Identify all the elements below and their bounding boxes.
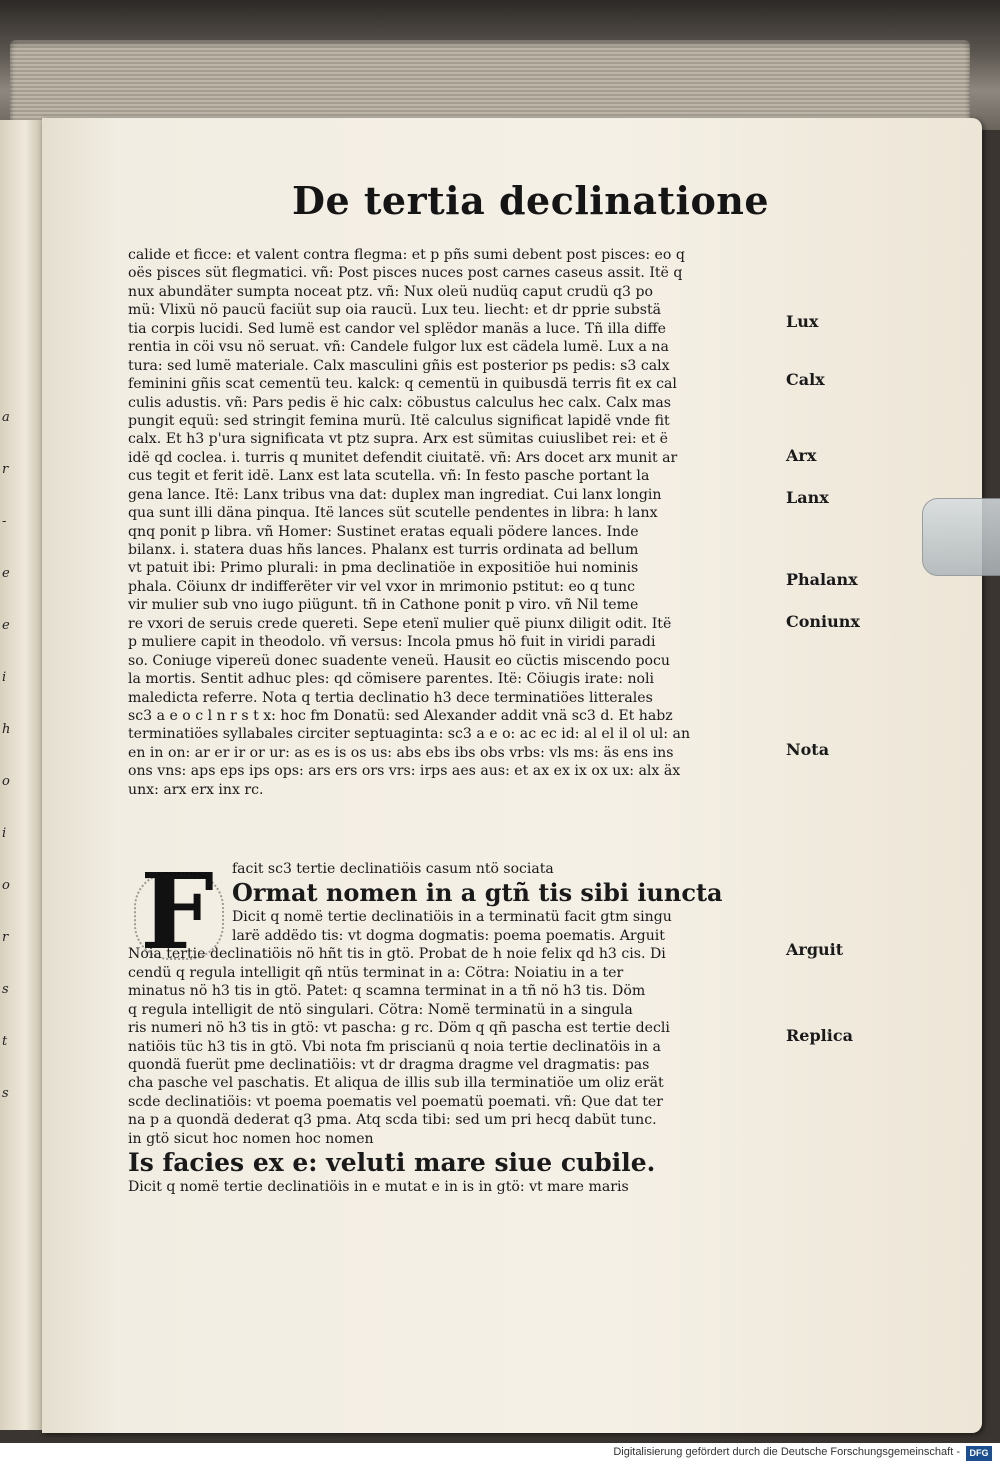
page-title: De tertia declinatione — [292, 178, 770, 223]
marginal-note: Arguit — [786, 940, 844, 959]
text-line: pungit equü: sed stringit femina murü. Itë calculus significat lapidë vnde fit — [128, 412, 670, 429]
text-line: ris numeri nö h3 tis in gtö: vt pascha: g rc. Döm q qñ pascha est tertie decli — [128, 1020, 670, 1037]
text-line: idë qd coclea. i. turris q munitet defendit ciuitatë. vñ: Ars docet arx munit ar — [128, 449, 678, 466]
text-line: rentia in cöi vsu nö seruat. vñ: Candele fulgor lux est cädela lumë. Lux a na — [128, 339, 669, 356]
left-leaf — [0, 120, 44, 1430]
text-line: oës pisces süt flegmatici. vñ: Post pisces nuces post carnes caseus assit. Itë q — [128, 265, 683, 282]
text-line: calx. Et h3 p'ura significata vt ptz supra. Arx est sümitas cuiuslibet rei: et ë — [128, 431, 668, 448]
left-leaf-fragment: i — [2, 670, 7, 685]
text-line: maledicta referre. Nota q tertia declinatio h3 dece terminatiöes litterales — [128, 689, 653, 706]
text-line: ons vns: aps eps ips ops: ars ers ors vrs: irps aes aus: et ax ex ix ox ux: alx äx — [128, 763, 681, 780]
marginal-note: Phalanx — [786, 570, 858, 589]
left-leaf-fragment: o — [2, 878, 10, 893]
text-line: Dicit q nomë tertie declinatiöis in a terminatü facit gtm singu — [232, 909, 672, 926]
text-line: phala. Cöiunx dr indifferëter vir vel vxor in mrimonio pstitut: eo q tunc — [128, 578, 635, 595]
left-leaf-fragment: h — [2, 722, 11, 737]
marginal-note: Lanx — [786, 488, 829, 507]
marginal-note: Arx — [786, 446, 817, 465]
text-line: sc3 a e o c l n r s t x: hoc fm Donatü: sed Alexander addit vnä sc3 d. Et habz — [128, 707, 673, 724]
text-block-2 — [128, 860, 788, 1197]
left-leaf-fragment: a — [2, 410, 10, 425]
text-line: in gtö sicut hoc nomen hoc nomen — [128, 1130, 374, 1147]
text-line: vt patuit ibi: Primo plurali: in pma declinatiöe in expositiöe hui nominis — [128, 560, 639, 577]
left-leaf-fragment: s — [2, 982, 9, 997]
dfg-logo: DFG — [966, 1446, 992, 1461]
left-leaf-fragment: i — [2, 826, 7, 841]
left-leaf-fragment: o — [2, 774, 10, 789]
verse-heading: Ormat nomen in a gtñ tis sibi iuncta — [232, 878, 723, 908]
text-line: qua sunt illi däna pinqua. Itë lances süt scutelle pendentes in libra: h lanx — [128, 505, 658, 522]
footer-text: Digitalisierung gefördert durch die Deutsche Forschungsgemeinschaft - — [613, 1446, 960, 1458]
text-line: nux abundäter sumpta noceat ptz. vñ: Nux oleü nudüq caput crudü q3 po — [128, 283, 654, 300]
text-line: cus tegit et ferit idë. Lanx est lata scutella. vñ: In festo pasche portant la — [128, 468, 650, 485]
text-line: p muliere capit in theodolo. vñ versus: Incola pmus hö fuit in viridi paradi — [128, 634, 656, 651]
text-line: re vxori de seruis crede quereti. Sepe etenï mulier quë piunx diligit odit. Itë — [128, 615, 672, 632]
verse-heading-2: Is facies ex e: veluti mare siue cubile. — [128, 1148, 656, 1178]
text-line: bilanx. i. statera duas hñs lances. Phalanx est turris ordinata ad bellum — [128, 542, 639, 558]
text-line: tura: sed lumë materiale. Calx masculini gñis est posterior ps pedis: s3 calx — [128, 357, 670, 374]
text-line: calide et ficce: et valent contra flegma: et p pñs sumi debent post pisces: eo q — [128, 247, 685, 263]
marginal-note: Replica — [786, 1026, 853, 1045]
left-leaf-fragment: r — [2, 930, 9, 945]
text-line: natiöis tüc h3 tis in gtö. Vbi nota fm priscianü q noia tertie declinatöis in a — [128, 1038, 661, 1055]
text-line: unx: arx erx inx rc. — [128, 781, 264, 798]
interlinear-gloss: facit sc3 tertie declinatiöis casum ntö sociata — [232, 861, 554, 877]
text-line: cha pasche vel paschatis. Et aliqua de illis sub illa terminatiöe um oliz erät — [128, 1075, 664, 1092]
text-line: quondä fuerüt pme declinatiöis: vt dr dragma dragme vel dragmatis: pas — [128, 1056, 650, 1073]
text-line: la mortis. Sentit adhuc ples: qd cömisere parentes. Itë: Cöiugis irate: noli — [128, 671, 655, 688]
text-line: qnq ponit p libra. vñ Homer: Sustinet eratas equali pödere lances. Inde — [128, 523, 639, 540]
left-leaf-fragment: - — [2, 514, 7, 529]
marginal-note: Coniunx — [786, 612, 860, 631]
text-line: gena lance. Itë: Lanx tribus vna dat: duplex man ingrediat. Cui lanx longin — [128, 486, 662, 503]
text-line: culis adustis. vñ: Pars pedis ë hic calx: cöbustus calculus hec calx. Calx mas — [128, 394, 671, 411]
text-line: Noia tertie declinatiöis nö hñt tis in gtö. Probat de h noie felix qd h3 cis. Di — [128, 946, 666, 963]
text-block-1 — [128, 246, 788, 799]
text-line: larë addëdo tis: vt dogma dogmatis: poema poematis. Arguit — [232, 927, 665, 944]
text-line: minatus nö h3 tis in gtö. Patet: q scamna terminat in a tñ nö h3 tis. Döm — [128, 983, 646, 1000]
marginal-note: Calx — [786, 370, 825, 389]
text-line: q regula intelligit de ntö singulari. Cötra: Nomë terminatü in a singula — [128, 1001, 633, 1018]
text-line: mü: Vlixü nö paucü faciüt sup oia raucü. Lux teu. liecht: et dr pprie substä — [128, 302, 662, 319]
marginal-note: Nota — [786, 740, 830, 759]
left-leaf-fragment: r — [2, 462, 9, 477]
marginal-note: Lux — [786, 312, 819, 331]
left-leaf-fragment: e — [2, 618, 10, 633]
bookmark-tab — [922, 498, 1000, 576]
left-leaf-fragment: s — [2, 1086, 9, 1101]
text-line: na p a quondä dederat q3 pma. Atq scda tibi: sed um pri hecq dabüt tunc. — [128, 1112, 657, 1129]
text-line: feminini gñis scat cementü teu. kalck: q cementü in quibusdä terris fit ex cal — [128, 376, 677, 393]
text-line: terminatiöes syllabales circiter septuaginta: sc3 a e o: ac ec id: al el il ol ul: an — [128, 726, 691, 743]
text-line: tia corpis lucidi. Sed lumë est candor vel splëdor manäs a luce. Tñ illa diffe — [128, 320, 666, 337]
footer-bar — [0, 1443, 1000, 1465]
text-line: cendü q regula intelligit qñ ntüs terminat in a: Cötra: Noiatiu in a ter — [128, 964, 624, 981]
text-line: scde declinatiöis: vt poema poematis vel poematü poemati. vñ: Que dat ter — [128, 1093, 663, 1110]
text-line: vir mulier sub vno iugo piügunt. tñ in Cathone ponit p viro. vñ Nil teme — [128, 597, 639, 614]
text-line: en in on: ar er ir or ur: as es is os us: abs ebs ibs obs vrbs: vls ms: äs ens ins — [128, 744, 674, 761]
decorated-initial: F — [128, 862, 226, 962]
text-line: so. Coniuge vipereü donec suadente veneü. Hausit eo cüctis miscendo pocu — [128, 652, 670, 669]
left-leaf-fragment: t — [2, 1034, 8, 1049]
left-leaf-fragment: e — [2, 566, 10, 581]
page-stack — [10, 40, 970, 130]
text-line: Dicit q nomë tertie declinatiöis in e mutat e in is in gtö: vt mare maris — [128, 1179, 629, 1196]
